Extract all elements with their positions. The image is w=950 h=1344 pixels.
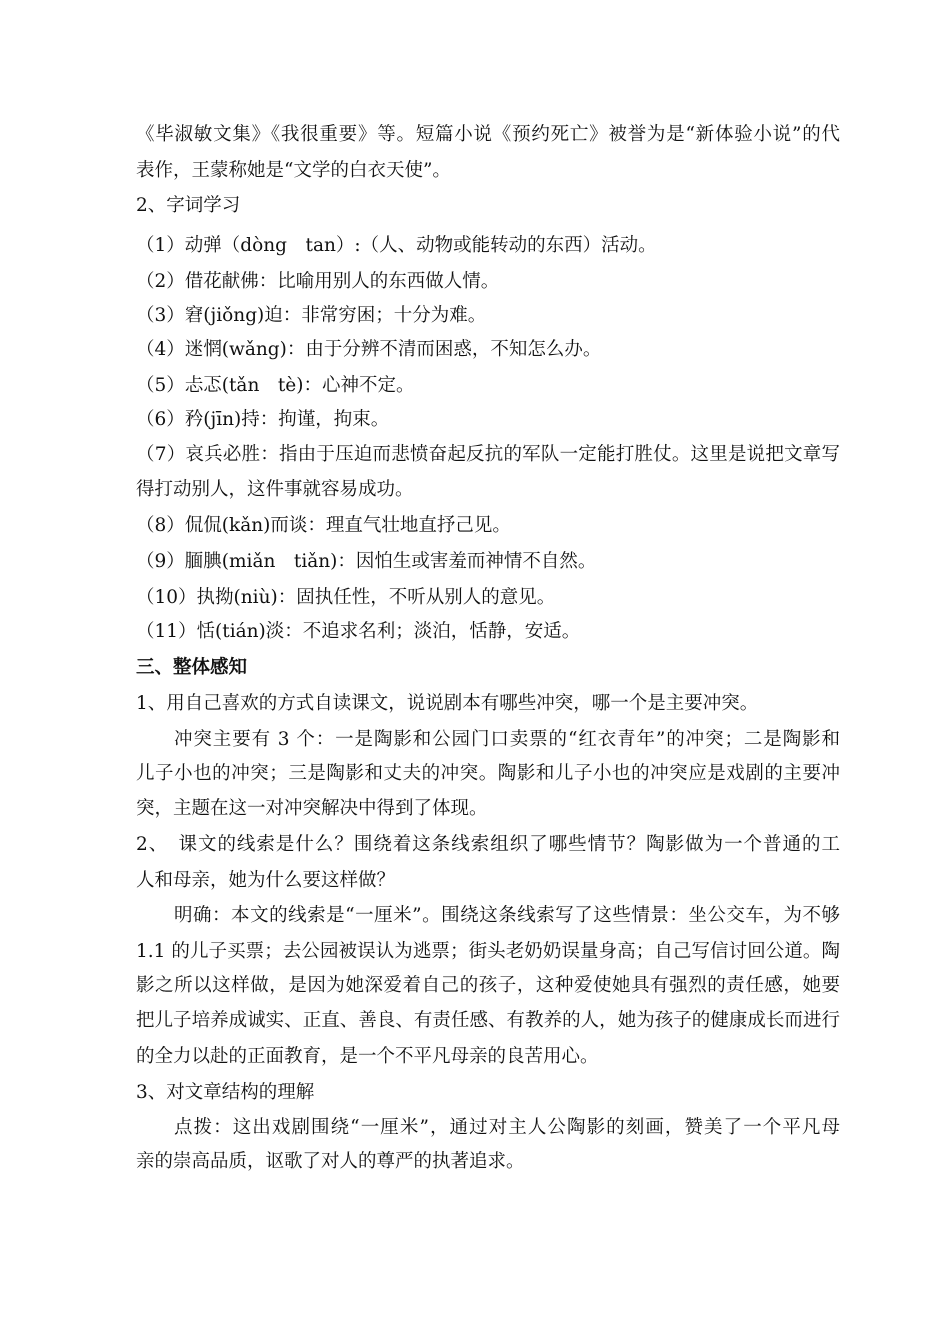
text-line: 2、字词学习 — [136, 195, 241, 216]
text-line: 把儿子培养成诚实、正直、善良、有责任感、有教养的人，她为孩子的健康成长而进行 — [136, 1010, 840, 1031]
text-line: 人和母亲，她为什么要这样做？ — [136, 870, 396, 891]
text-line: （9）腼腆(miǎn tiǎn)：因怕生或害羞而神情不自然。 — [136, 551, 597, 572]
text-line: 影之所以这样做，是因为她深爱着自己的孩子，这种爱使她具有强烈的责任感，她要 — [136, 975, 840, 996]
text-line: （2）借花献佛：比喻用别人的东西做人情。 — [136, 271, 500, 292]
text-line: 《毕淑敏文集》《我很重要》等。短篇小说《预约死亡》被誉为是“新体验小说”的代 — [136, 124, 840, 145]
text-line: （10）执拗(niù)：固执任性，不听从别人的意见。 — [136, 587, 556, 608]
text-line: （7）哀兵必胜：指由于压迫而悲愤奋起反抗的军队一定能打胜仗。这里是说把文章写 — [136, 444, 840, 465]
text-line: （1）动弹（dòng tan）:（人、动物或能转动的东西）活动。 — [136, 235, 657, 256]
section-heading: 三、整体感知 — [136, 657, 248, 678]
text-line: 1、用自己喜欢的方式自读课文，说说剧本有哪些冲突，哪一个是主要冲突。 — [136, 693, 759, 714]
text-line: 得打动别人，这件事就容易成功。 — [136, 479, 414, 500]
text-line: 突，主题在这一对冲突解决中得到了体现。 — [136, 798, 488, 819]
text-line: （3）窘(jiǒng)迫：非常穷困；十分为难。 — [136, 305, 487, 326]
text-line: 明确：本文的线索是“一厘米”。围绕这条线索写了这些情景：坐公交车，为不够 — [174, 905, 840, 926]
text-line: （4）迷惘(wǎng)：由于分辨不清而困惑，不知怎么办。 — [136, 339, 602, 360]
text-line: 2、 课文的线索是什么？围绕着这条线索组织了哪些情节？陶影做为一个普通的工 — [136, 834, 840, 855]
text-line: （11）恬(tián)淡：不追求名利；淡泊，恬静，安适。 — [136, 621, 581, 642]
text-line: 儿子小也的冲突；三是陶影和丈夫的冲突。陶影和儿子小也的冲突应是戏剧的主要冲 — [136, 763, 840, 784]
text-line: 点拨：这出戏剧围绕“一厘米”，通过对主人公陶影的刻画，赞美了一个平凡母 — [174, 1117, 840, 1138]
text-line: （8）侃侃(kǎn)而谈：理直气壮地直抒己见。 — [136, 515, 511, 536]
text-line: 冲突主要有 3 个：一是陶影和公园门口卖票的“红衣青年”的冲突；二是陶影和 — [174, 729, 840, 750]
text-line: 表作，王蒙称她是“文学的白衣天使”。 — [136, 160, 451, 181]
text-line: 亲的崇高品质，讴歌了对人的尊严的执著追求。 — [136, 1151, 525, 1172]
text-line: 3、对文章结构的理解 — [136, 1082, 315, 1103]
text-line: （6）矜(jīn)持：拘谨，拘束。 — [136, 409, 390, 430]
text-line: （5）忐忑(tǎn tè)：心神不定。 — [136, 375, 415, 396]
text-line: 1.1 的儿子买票；去公园被误认为逃票；街头老奶奶误量身高；自己写信讨回公道。陶 — [136, 941, 840, 962]
text-line: 的全力以赴的正面教育，是一个不平凡母亲的良苦用心。 — [136, 1046, 599, 1067]
